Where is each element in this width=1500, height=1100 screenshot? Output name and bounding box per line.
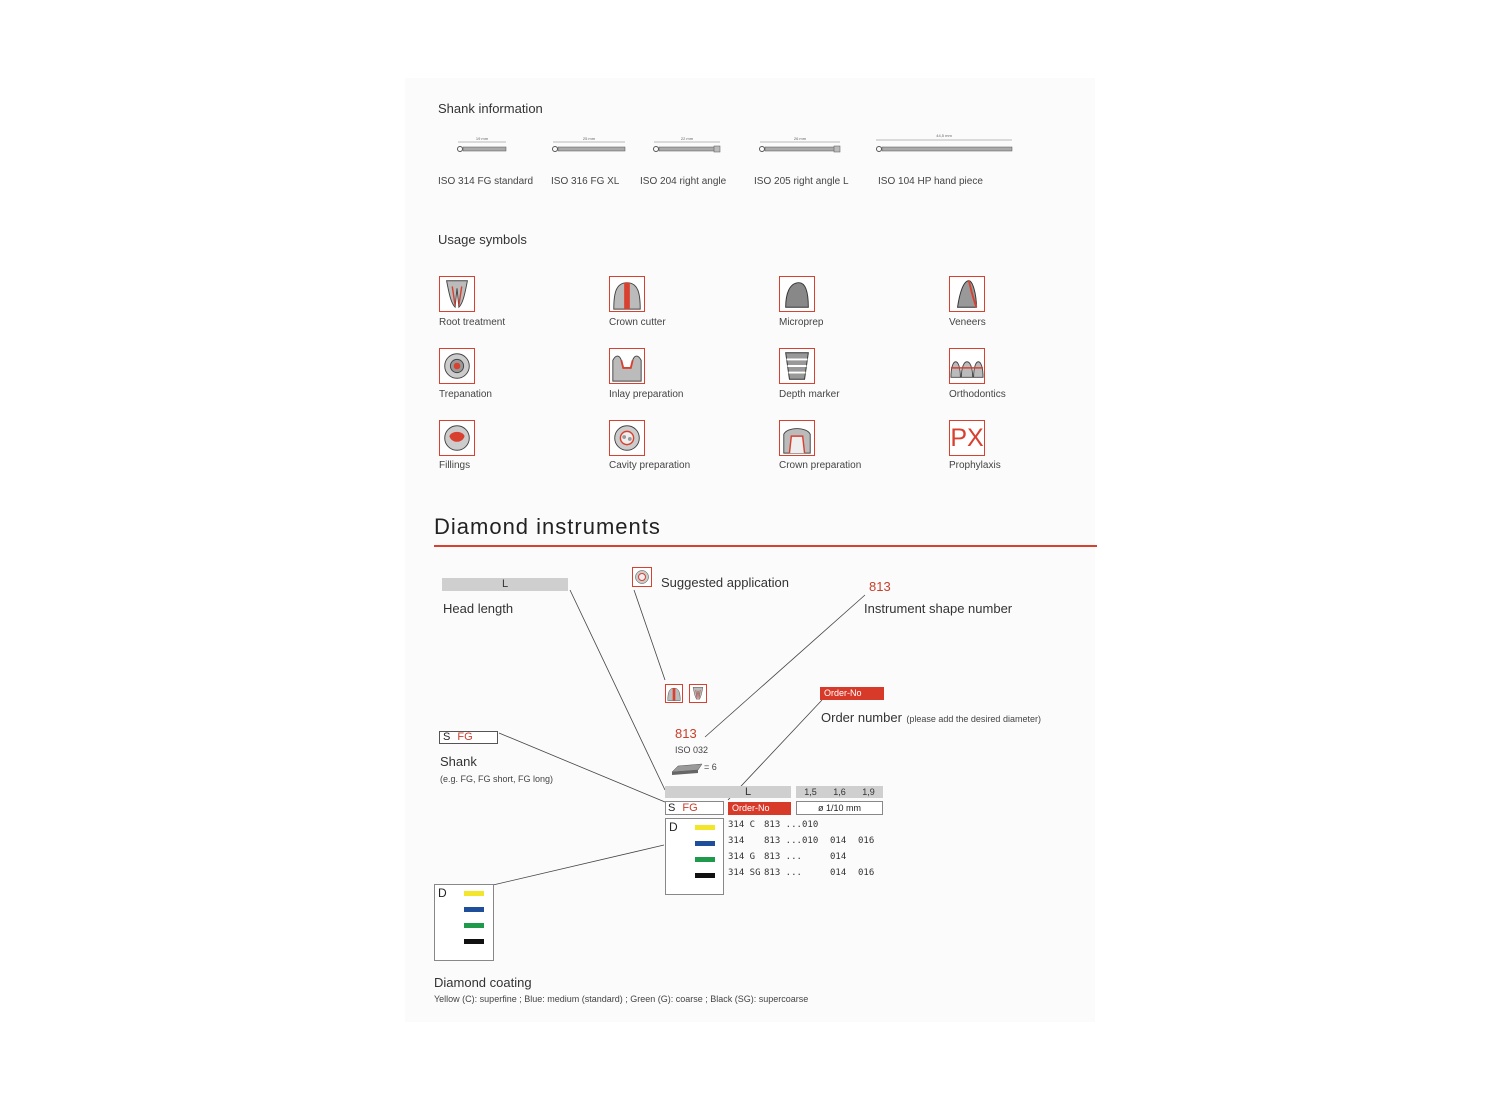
table-shank-box: [665, 801, 724, 815]
row-d2: 014: [830, 836, 847, 846]
row-d2: 014: [830, 852, 847, 862]
shank-legend-box: [439, 731, 498, 744]
row-shape: 813 ...: [764, 820, 802, 830]
table-row: [728, 852, 858, 862]
usage-label: Inlay preparation: [609, 389, 684, 400]
package-icon: [670, 760, 704, 776]
table-d: D: [669, 820, 678, 834]
usage-label: Depth marker: [779, 389, 840, 400]
usage-label: Fillings: [439, 460, 471, 471]
shank-legend-label: Shank: [440, 754, 477, 769]
usage-label: Microprep: [779, 317, 824, 328]
shank-dim: 22 mm: [680, 136, 694, 141]
usage-heading: Usage symbols: [438, 232, 527, 247]
coating-blue-bar: [695, 841, 715, 846]
shape-number-label: Instrument shape number: [864, 601, 1013, 616]
shank-dim: 26 mm: [793, 136, 807, 141]
size-cell: 1,5: [804, 787, 817, 797]
table-diameter: ø 1/10 mm: [796, 801, 883, 815]
table-row: [728, 836, 874, 846]
coating-yellow-bar: [695, 825, 715, 830]
suggested-application-icon: [632, 567, 652, 587]
coating-blue-bar: [464, 907, 484, 912]
table-row: [728, 820, 858, 830]
usage-label: Orthodontics: [949, 389, 1006, 400]
row-code: 314: [728, 836, 745, 846]
usage-label: Veneers: [949, 317, 986, 328]
table-header-l: L: [665, 786, 791, 798]
usage-label: Prophylaxis: [949, 460, 1001, 471]
size-cell: 1,9: [862, 787, 875, 797]
head-length-bar: L: [442, 578, 568, 591]
row-shape: 813 ...: [764, 836, 802, 846]
diamond-title: Diamond instruments: [434, 514, 661, 539]
shape-number: 813: [869, 579, 891, 594]
coating-black-bar: [464, 939, 484, 944]
coating-legend-box: [434, 884, 494, 961]
usage-label: Crown preparation: [779, 460, 862, 471]
row-d1: 010: [802, 820, 819, 830]
order-number-note: (please add the desired diameter): [906, 714, 1041, 724]
table-order-no: Order-No: [728, 802, 791, 815]
coating-green-bar: [464, 923, 484, 928]
crown-cutter-icon-small: [665, 684, 683, 703]
coating-d: D: [438, 886, 447, 900]
shank-label: ISO 104 HP hand piece: [878, 176, 983, 187]
coating-black-bar: [695, 873, 715, 878]
shank-label: ISO 205 right angle L: [754, 176, 849, 187]
row-d1: 010: [802, 836, 819, 846]
shank-heading: Shank information: [438, 101, 543, 116]
coating-yellow-bar: [464, 891, 484, 896]
order-no-box: Order-No: [820, 687, 884, 700]
shank-label: ISO 314 FG standard: [438, 176, 534, 187]
usage-label: Root treatment: [439, 317, 506, 328]
row-code: 314 G: [728, 852, 756, 862]
shank-dim: 19 mm: [475, 136, 489, 141]
coating-green-bar: [695, 857, 715, 862]
usage-label: Cavity preparation: [609, 460, 691, 471]
row-d3: 016: [858, 868, 875, 878]
prophylaxis-text: PX: [950, 424, 984, 452]
row-shape: 813 ...: [764, 852, 802, 862]
row-d2: 014: [830, 868, 847, 878]
root-treatment-icon-small: [689, 684, 707, 703]
shank-dim: 25 mm: [582, 136, 596, 141]
table-s: S: [668, 802, 676, 814]
head-length-label: Head length: [443, 601, 514, 616]
center-shape-number: 813: [675, 726, 697, 741]
usage-label: Crown cutter: [609, 317, 666, 328]
order-number-block: [821, 709, 1041, 727]
table-coating-column: [665, 818, 724, 895]
row-code: 314 C: [728, 820, 756, 830]
shank-s: S: [443, 731, 451, 743]
table-sizes: [796, 786, 883, 798]
center-iso: ISO 032: [675, 745, 709, 755]
package-count-label: = 6: [704, 762, 717, 772]
shank-legend-note: (e.g. FG, FG short, FG long): [440, 774, 554, 784]
shank-label: ISO 316 FG XL: [551, 176, 620, 187]
shank-fg: FG: [457, 731, 473, 743]
row-shape: 813 ...: [764, 868, 802, 878]
suggested-application-label: Suggested application: [661, 575, 789, 590]
usage-label: Trepanation: [439, 389, 492, 400]
package-count: [670, 760, 730, 776]
coating-note: Yellow (C): superfine ; Blue: medium (standard) ; Green (G): coarse ; Black (SG): supercoarse: [434, 994, 809, 1004]
shank-label: ISO 204 right angle: [640, 176, 727, 187]
row-code: 314 SG: [728, 868, 761, 878]
order-number-label: Order number: [821, 710, 902, 725]
size-cell: 1,6: [833, 787, 846, 797]
table-row: [728, 868, 874, 878]
row-d3: 016: [858, 836, 875, 846]
table-fg: FG: [682, 802, 698, 814]
shank-dim: 44,5 mm: [936, 133, 952, 138]
coating-label: Diamond coating: [434, 975, 532, 990]
